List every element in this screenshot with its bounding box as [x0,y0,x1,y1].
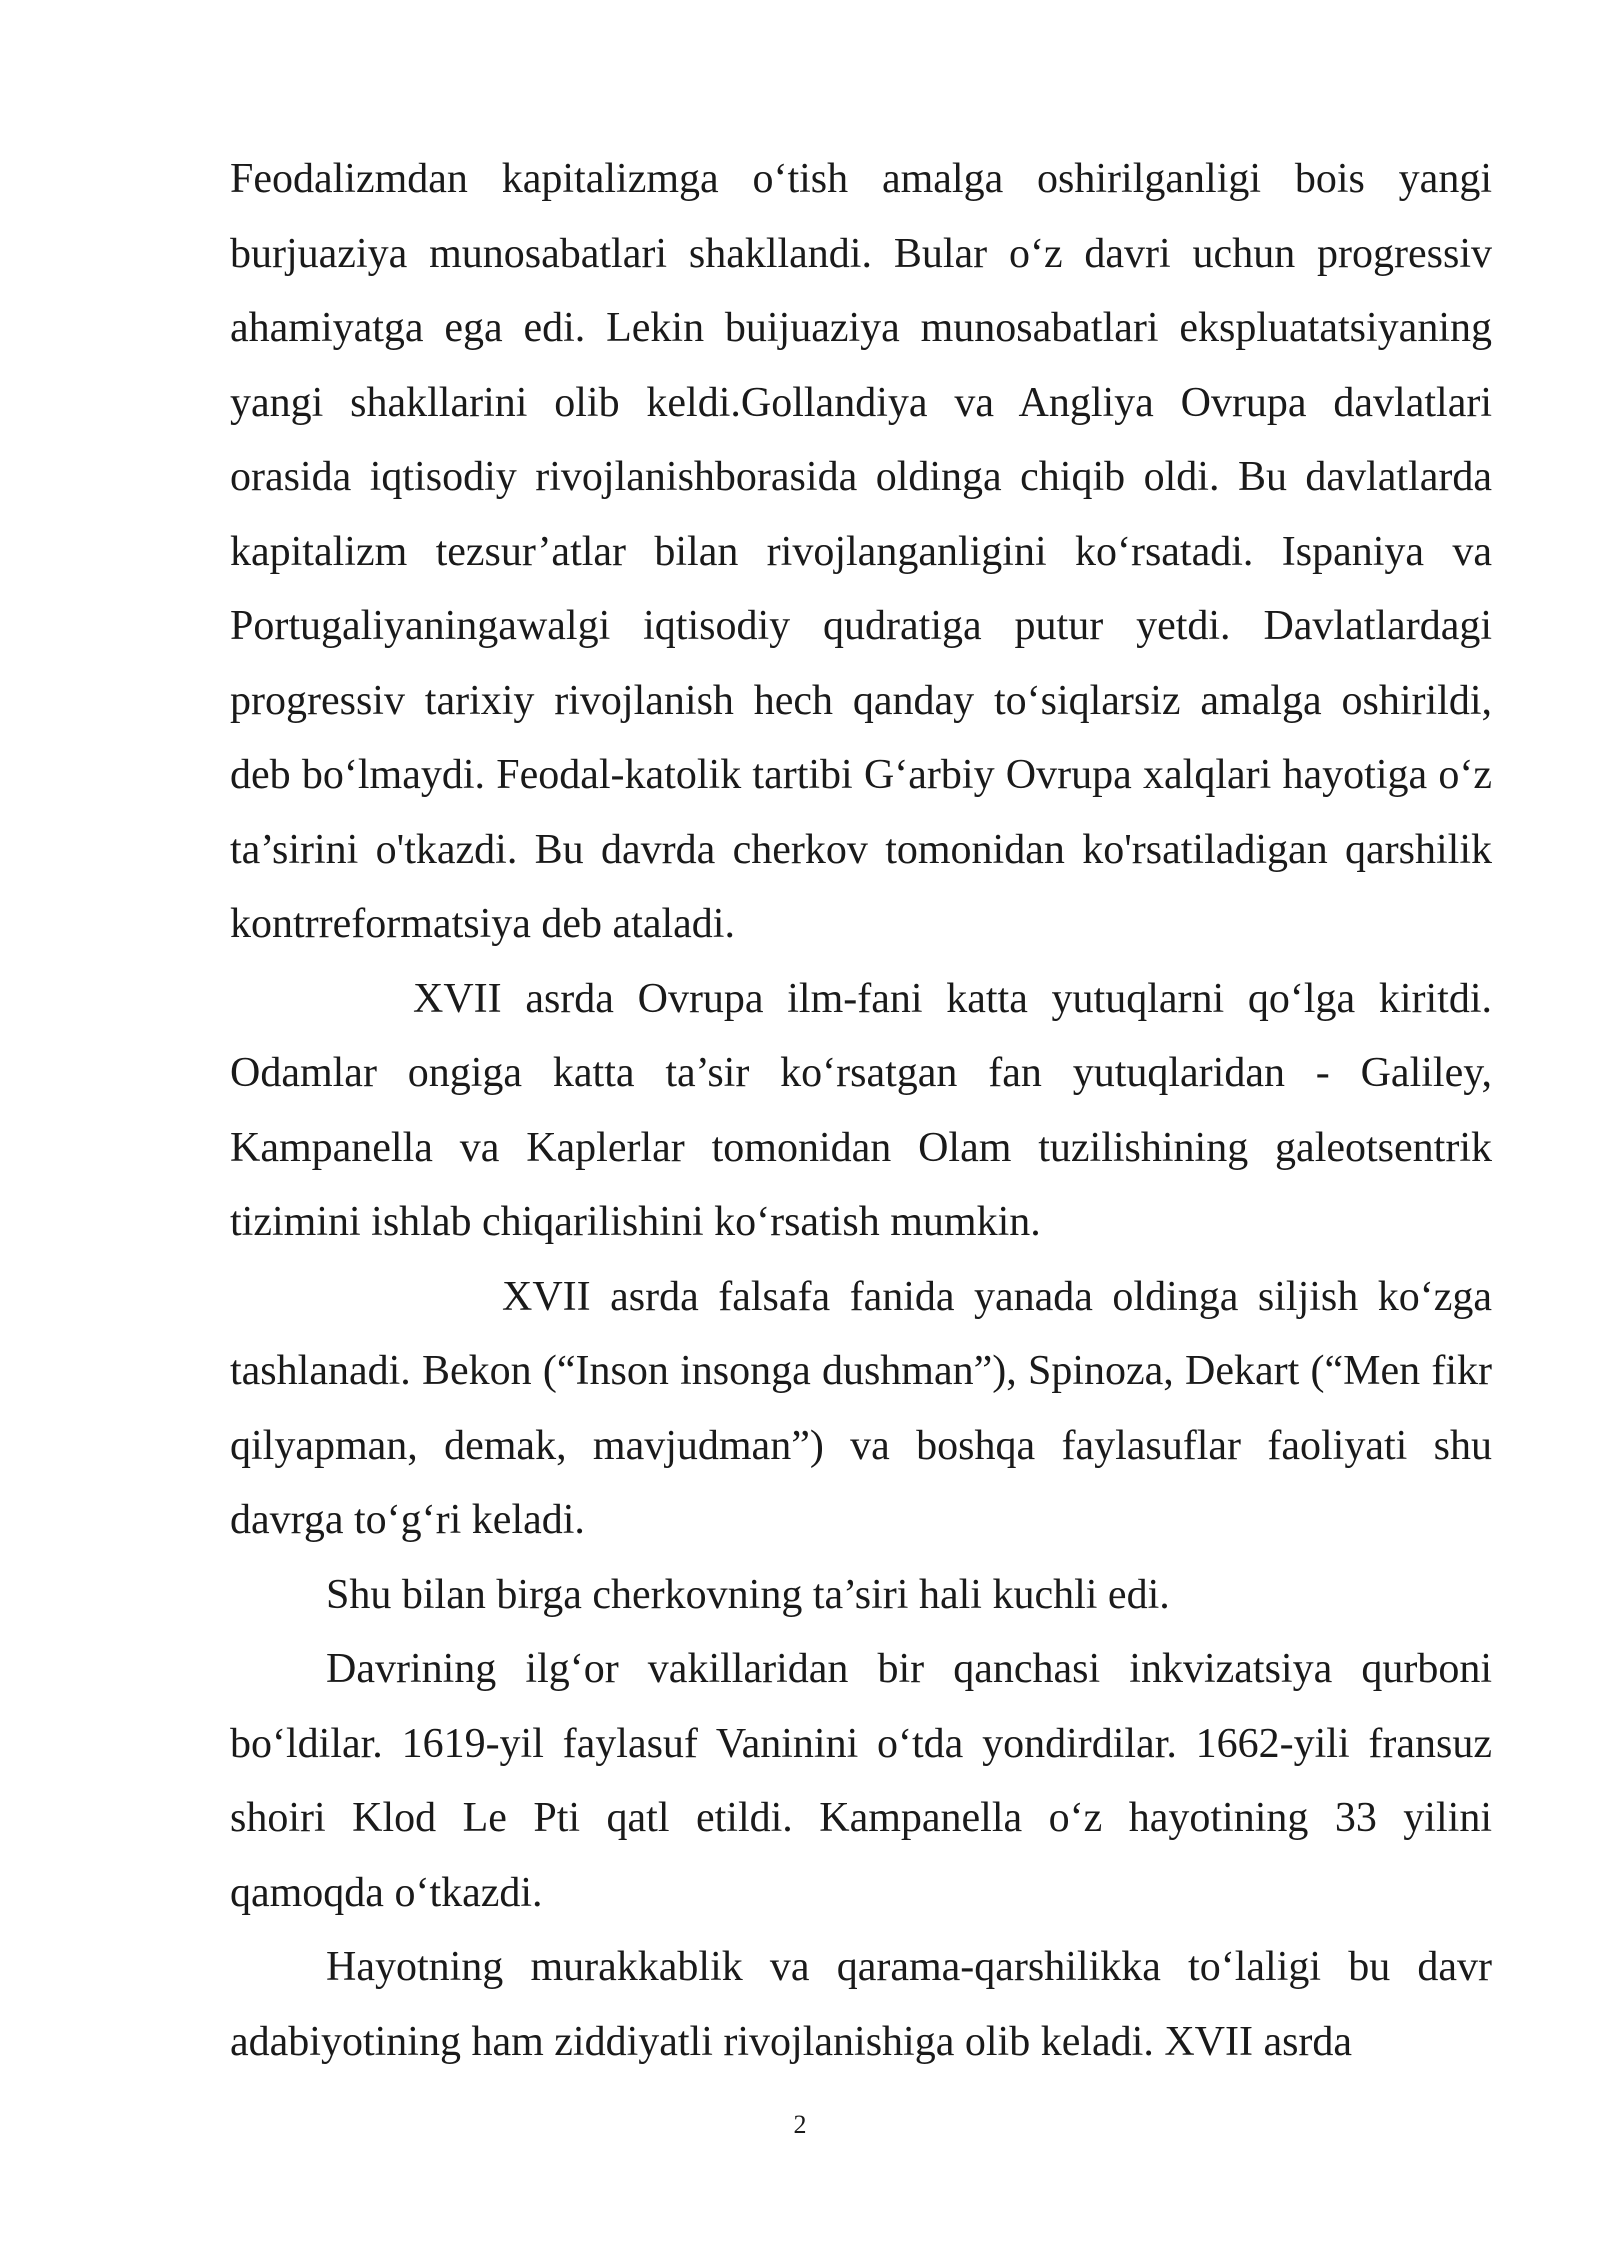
body-text [230,142,1492,2079]
paragraph-3: XVII asrda falsafa fanida yanada oldinga siljish ko‘zga tashlanadi. Bekon (“Inson insonga dushman”), Spinoza, Dekart (“Men fikr qilyapman, demak, mavjudman”) va boshqa faylasuflar faoliyati shu davrga to‘g‘ri keladi. [230,1273,1492,1543]
paragraph-4: Shu bilan birga cherkovning ta’siri hali kuchli edi. [326,1571,1170,1618]
paragraph-1: Feodalizmdan kapitalizmga o‘tish amalga oshirilganligi bois yangi burjuaziya munosabatlari shakllandi. Bular o‘z davri uchun progressiv ahamiyatga ega edi. Lekin buijuaziya munosabatlari ekspluatatsiyaning yangi shakllarini olib keldi.Gollandiya va Angliya Ovrupa davlatlari orasida iqtisodiy rivojlanishborasida oldinga chiqib oldi. Bu davlatlarda kapitalizm tezsur’atlar bilan rivojlanganligini ko‘rsatadi. Ispaniya va Portugaliyaningawalgi iqtisodiy qudratiga putur yetdi. Davlatlardagi progressiv tarixiy rivojlanish hech qanday to‘siqlarsiz amalga oshirildi, deb bo‘lmaydi. Feodal-katolik tartibi G‘arbiy Ovrupa xalqlari hayotiga o‘z ta’sirini o'tkazdi. Bu davrda cherkov tomonidan ko'rsatiladigan qarshilik kontrreformatsiya deb ataladi. [230,156,1492,947]
page-number: 2 [793,2110,807,2139]
paragraph-2: XVII asrda Ovrupa ilm-fani katta yutuqlarni qo‘lga kiritdi. Odamlar ongiga katta ta’sir ko‘rsatgan fan yutuqlaridan - Galiley, Kampanella va Kaplerlar tomonidan Olam tuzilishining galeotsentrik tizimini ishlab chiqarilishini ko‘rsatish mumkin. [230,975,1492,1245]
paragraph-5: Davrining ilg‘or vakillaridan bir qanchasi inkvizatsiya qurboni bo‘ldilar. 1619-yil faylasuf Vaninini o‘tda yondirdilar. 1662-yili fransuz shoiri Klod Le Pti qatl etildi. Kampanella o‘z hayotining 33 yilini qamoqda o‘tkazdi. [230,1646,1492,1916]
paragraph-6: Hayotning murakkablik va qarama-qarshilikka to‘laligi bu davr adabiyotining ham ziddiyatli rivojlanishiga olib keladi. XVII asrda [230,1944,1492,2065]
